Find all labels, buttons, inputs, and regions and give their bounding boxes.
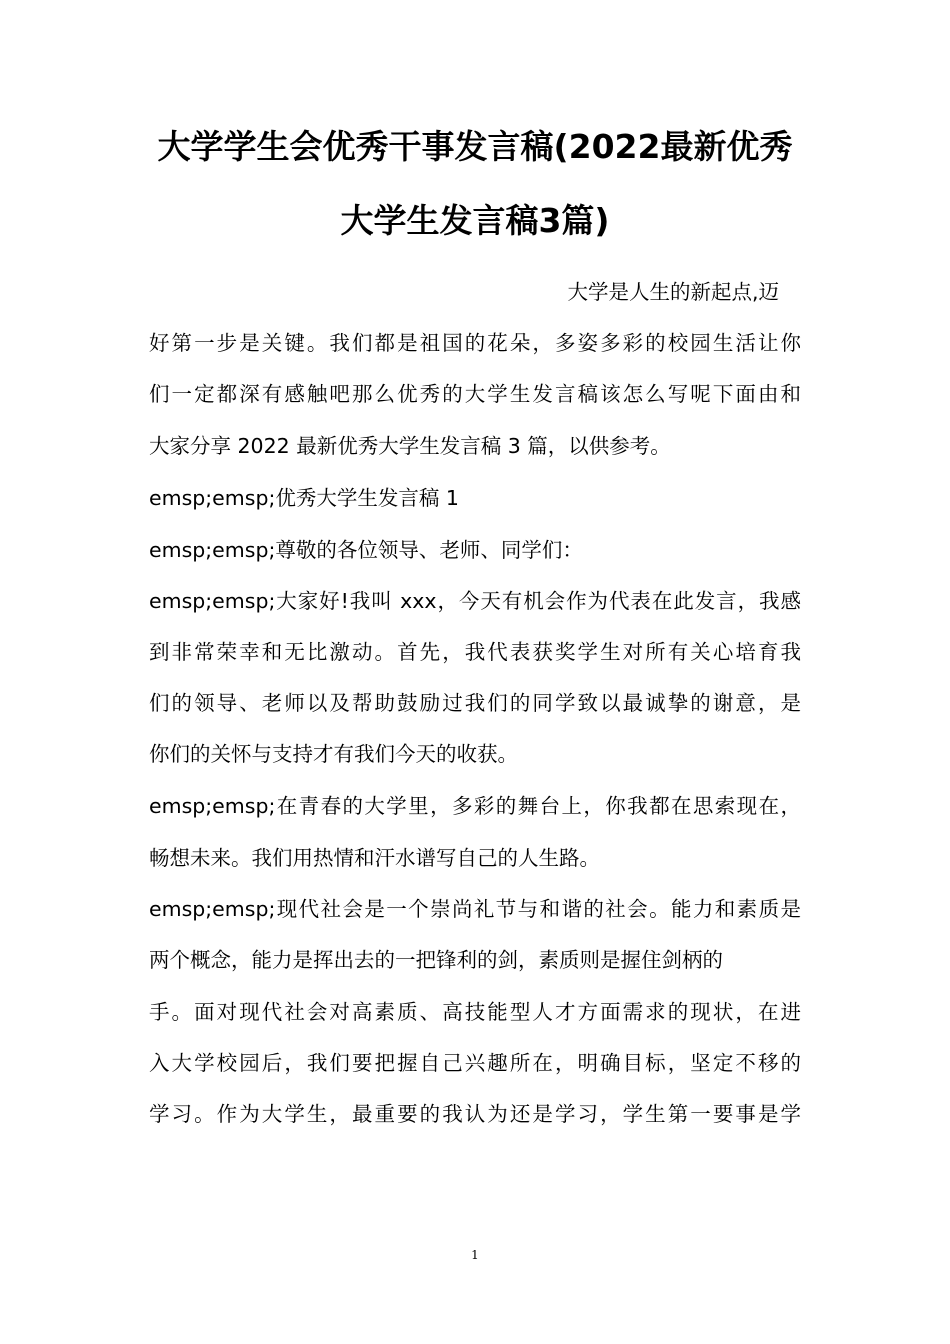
document-title-line-1: 大学学生会优秀干事发言稿(2022最新优秀 xyxy=(157,127,793,166)
paragraph-1-line-1: emsp;emsp;大家好!我叫 xxx，今天有机会作为代表在此发言，我感 xyxy=(149,589,801,613)
intro-line-4: 大家分享 2022 最新优秀大学生发言稿 3 篇，以供参考。 xyxy=(149,434,671,458)
paragraph-1-line-4: 你们的关怀与支持才有我们今天的收获。 xyxy=(149,742,518,766)
intro-line-3: 们一定都深有感触吧那么优秀的大学生发言稿该怎么写呢下面由和 xyxy=(149,382,801,406)
paragraph-2-line-2: 畅想未来。我们用热情和汗水谱写自己的人生路。 xyxy=(149,846,600,870)
salutation: emsp;emsp;尊敬的各位领导、老师、同学们： xyxy=(149,538,583,562)
paragraph-3-line-5: 学习。作为大学生，最重要的我认为还是学习，学生第一要事是学 xyxy=(149,1102,801,1126)
intro-line-2: 好第一步是关键。我们都是祖国的花朵，多姿多彩的校园生活让你 xyxy=(149,331,801,355)
document-title-line-2: 大学生发言稿3篇) xyxy=(340,201,610,240)
paragraph-1-line-3: 们的领导、老师以及帮助鼓励过我们的同学致以最诚挚的谢意，是 xyxy=(149,691,801,715)
paragraph-3-line-2: 两个概念，能力是挥出去的一把锋利的剑，素质则是握住剑柄的 xyxy=(149,948,723,972)
intro-line-1: 大学是人生的新起点,迈 xyxy=(567,280,779,304)
paragraph-3-line-3: 手。面对现代社会对高素质、高技能型人才方面需求的现状，在进 xyxy=(149,1000,801,1024)
section-heading: emsp;emsp;优秀大学生发言稿 1 xyxy=(149,486,459,510)
paragraph-3-line-4: 入大学校园后，我们要把握自己兴趣所在，明确目标，坚定不移的 xyxy=(149,1051,801,1075)
paragraph-3-line-1: emsp;emsp;现代社会是一个崇尚礼节与和谐的社会。能力和素质是 xyxy=(149,897,801,921)
page-number: 1 xyxy=(471,1248,479,1262)
paragraph-1-line-2: 到非常荣幸和无比激动。首先，我代表获奖学生对所有关心培育我 xyxy=(149,640,801,664)
paragraph-2-line-1: emsp;emsp;在青春的大学里，多彩的舞台上，你我都在思索现在， xyxy=(149,794,801,818)
